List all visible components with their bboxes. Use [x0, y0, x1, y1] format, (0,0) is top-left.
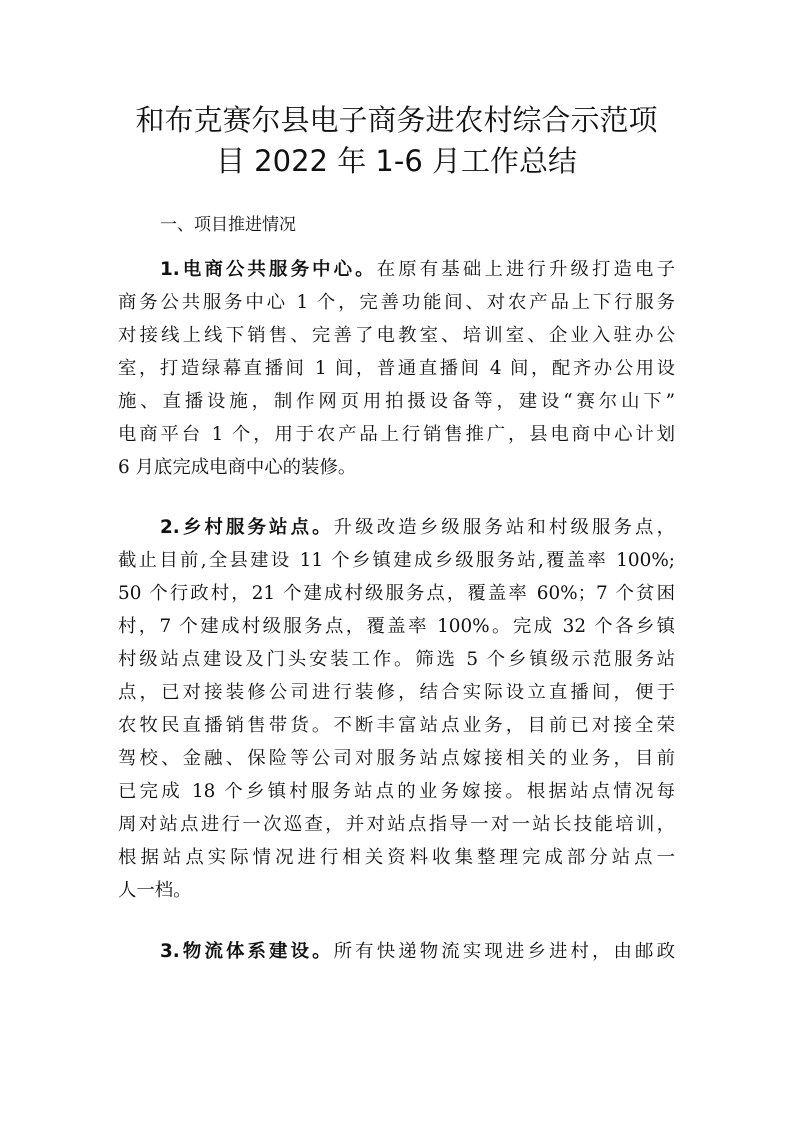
- title-line-1: 和布克赛尔县电子商务进农村综合示范项: [135, 103, 658, 137]
- paragraph-2-line: 根据站点实际情况进行相关资料收集整理完成部分站点一: [118, 847, 675, 868]
- paragraph-2-line: 已完成 18 个乡镇村服务站点的业务嫁接。根据站点情况每: [118, 781, 675, 802]
- paragraph-1-line: 对接线上线下销售、完善了电教室、培训室、企业入驻办公: [118, 325, 675, 346]
- paragraph-2-line: 点，已对接装修公司进行装修，结合实际设立直播间，便于: [118, 682, 675, 703]
- paragraph-1-line: 商务公共服务中心 1 个，完善功能间、对农产品上下行服务: [118, 292, 675, 313]
- paragraph-2-line: 村，7 个建成村级服务点，覆盖率 100%。完成 32 个各乡镇: [118, 616, 675, 637]
- paragraph-2-line: 村级站点建设及门头安装工作。筛选 5 个乡镇级示范服务站: [118, 649, 675, 670]
- paragraph-2-line: 截止目前,全县建设 11 个乡镇建成乡级服务站,覆盖率 100%;: [118, 550, 675, 571]
- paragraph-2-text: 升级改造乡级服务站和村级服务点，: [333, 517, 675, 538]
- paragraph-2-line: 驾校、金融、保险等公司对服务站点嫁接相关的业务，目前: [118, 748, 675, 769]
- paragraph-1-text: 在原有基础上进行升级打造电子: [376, 259, 675, 280]
- paragraph-1-line: [160, 258, 675, 282]
- section-heading: 一、项目推进情况: [160, 215, 296, 235]
- paragraph-1-line: 电商平台 1 个，用于农产品上行销售推广，县电商中心计划: [118, 424, 675, 445]
- document-title: [60, 100, 733, 182]
- paragraph-1-lead: 1.电商公共服务中心。: [160, 259, 377, 280]
- paragraph-3-line: [160, 940, 675, 964]
- paragraph-2-line: [160, 516, 675, 540]
- paragraph-2-line: 周对站点进行一次巡查，并对站点指导一对一站长技能培训，: [118, 814, 675, 835]
- paragraph-1-line: 室，打造绿幕直播间 1 间，普通直播间 4 间，配齐办公用设: [118, 358, 675, 379]
- paragraph-2-line: 农牧民直播销售带货。不断丰富站点业务，目前已对接全荣: [118, 715, 675, 736]
- title-line-2: 目 2022 年 1-6 月工作总结: [215, 144, 578, 178]
- paragraph-1-line: 施、直播设施，制作网页用拍摄设备等，建设“赛尔山下”: [118, 391, 675, 412]
- paragraph-2-line: 50 个行政村，21 个建成村级服务点，覆盖率 60%；7 个贫困: [118, 583, 675, 604]
- paragraph-3-text: 所有快递物流实现进乡进村，由邮政: [333, 941, 675, 962]
- paragraph-2-line: 人一档。: [118, 880, 192, 901]
- paragraph-3-lead: 3.物流体系建设。: [160, 941, 334, 962]
- paragraph-2-lead: 2.乡村服务站点。: [160, 517, 334, 538]
- paragraph-1-line: 6 月底完成电商中心的装修。: [118, 457, 357, 478]
